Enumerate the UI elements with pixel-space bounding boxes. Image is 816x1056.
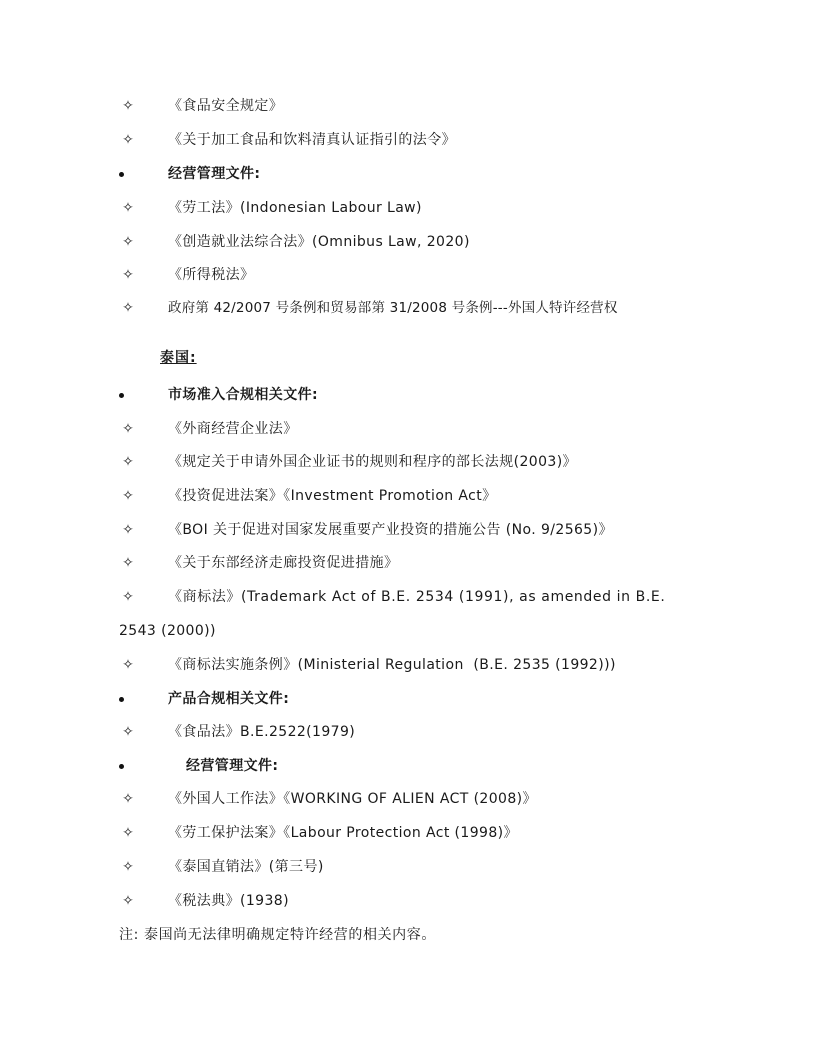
diamond-bullet-icon: ✧ — [122, 132, 134, 148]
list-item-text: 《劳工保护法案》《Labour Protection Act (1998)》 — [168, 825, 518, 841]
list-item — [0, 519, 816, 541]
list-item-text: 《投资促进法案》《Investment Promotion Act》 — [168, 488, 497, 504]
diamond-bullet-icon: ✧ — [122, 200, 134, 216]
list-item — [0, 552, 816, 574]
list-item — [0, 890, 816, 912]
diamond-bullet-icon: ✧ — [122, 267, 134, 283]
list-item-text: 《BOI 关于促进对国家发展重要产业投资的措施公告 (No. 9/2565)》 — [168, 522, 613, 538]
dot-bullet-icon — [119, 697, 124, 702]
section-title: 泰国: — [160, 350, 197, 366]
subheading-text: 经营管理文件: — [168, 166, 261, 182]
continuation-text: 2543 (2000)) — [119, 623, 216, 639]
diamond-bullet-icon: ✧ — [122, 421, 134, 437]
diamond-bullet-icon: ✧ — [122, 724, 134, 740]
list-item — [0, 856, 816, 878]
dot-bullet-icon — [119, 764, 124, 769]
diamond-bullet-icon: ✧ — [122, 589, 134, 605]
diamond-bullet-icon: ✧ — [122, 488, 134, 504]
diamond-bullet-icon: ✧ — [122, 300, 134, 316]
list-item-text: 政府第 42/2007 号条例和贸易部第 31/2008 号条例---外国人特许经营权 — [168, 300, 618, 316]
list-item-text: 《税法典》(1938) — [168, 893, 289, 909]
list-item — [0, 586, 816, 608]
list-item-text: 《食品法》B.E.2522(1979) — [168, 724, 356, 740]
list-item — [0, 788, 816, 810]
list-item-text: 《所得税法》 — [168, 267, 255, 283]
list-item-text: 《关于东部经济走廊投资促进措施》 — [168, 555, 399, 571]
list-item — [0, 822, 816, 844]
diamond-bullet-icon: ✧ — [122, 859, 134, 875]
list-item-text: 《创造就业法综合法》(Omnibus Law, 2020) — [168, 234, 470, 250]
list-item — [0, 297, 816, 319]
list-item — [0, 451, 816, 473]
list-item-text: 《商标法》(Trademark Act of B.E. 2534 (1991), as amended in B.E. — [168, 589, 666, 605]
subheading-item — [0, 384, 816, 406]
list-item-text: 《泰国直销法》(第三号) — [168, 859, 324, 875]
list-item-text: 《劳工法》(Indonesian Labour Law) — [168, 200, 422, 216]
diamond-bullet-icon: ✧ — [122, 98, 134, 114]
list-item-text: 《食品安全规定》 — [168, 98, 284, 114]
list-item-text: 《规定关于申请外国企业证书的规则和程序的部长法规(2003)》 — [168, 454, 577, 470]
dot-bullet-icon — [119, 172, 124, 177]
list-item — [0, 721, 816, 743]
diamond-bullet-icon: ✧ — [122, 234, 134, 250]
diamond-bullet-icon: ✧ — [122, 657, 134, 673]
list-item-text: 《关于加工食品和饮料清真认证指引的法令》 — [168, 132, 456, 148]
list-item — [0, 264, 816, 286]
section-heading — [0, 347, 816, 369]
subheading-item — [0, 755, 816, 777]
subheading-text: 产品合规相关文件: — [168, 691, 290, 707]
list-item — [0, 654, 816, 676]
subheading-text: 经营管理文件: — [186, 758, 279, 774]
note — [0, 924, 816, 946]
list-item-text: 《商标法实施条例》(Ministerial Regulation (B.E. 2535 (1992))) — [168, 657, 616, 673]
subheading-text: 市场准入合规相关文件: — [168, 387, 318, 403]
diamond-bullet-icon: ✧ — [122, 825, 134, 841]
list-item — [0, 418, 816, 440]
diamond-bullet-icon: ✧ — [122, 522, 134, 538]
list-item-text: 《外国人工作法》《WORKING OF ALIEN ACT (2008)》 — [168, 791, 537, 807]
dot-bullet-icon — [119, 393, 124, 398]
list-item-continuation — [0, 620, 816, 642]
diamond-bullet-icon: ✧ — [122, 791, 134, 807]
diamond-bullet-icon: ✧ — [122, 555, 134, 571]
list-item — [0, 197, 816, 219]
list-item — [0, 95, 816, 117]
diamond-bullet-icon: ✧ — [122, 893, 134, 909]
note-text: 注: 泰国尚无法律明确规定特许经营的相关内容。 — [119, 927, 436, 943]
list-item — [0, 485, 816, 507]
list-item — [0, 129, 816, 151]
list-item-text: 《外商经营企业法》 — [168, 421, 298, 437]
subheading-item — [0, 688, 816, 710]
subheading-item — [0, 163, 816, 185]
diamond-bullet-icon: ✧ — [122, 454, 134, 470]
list-item — [0, 231, 816, 253]
